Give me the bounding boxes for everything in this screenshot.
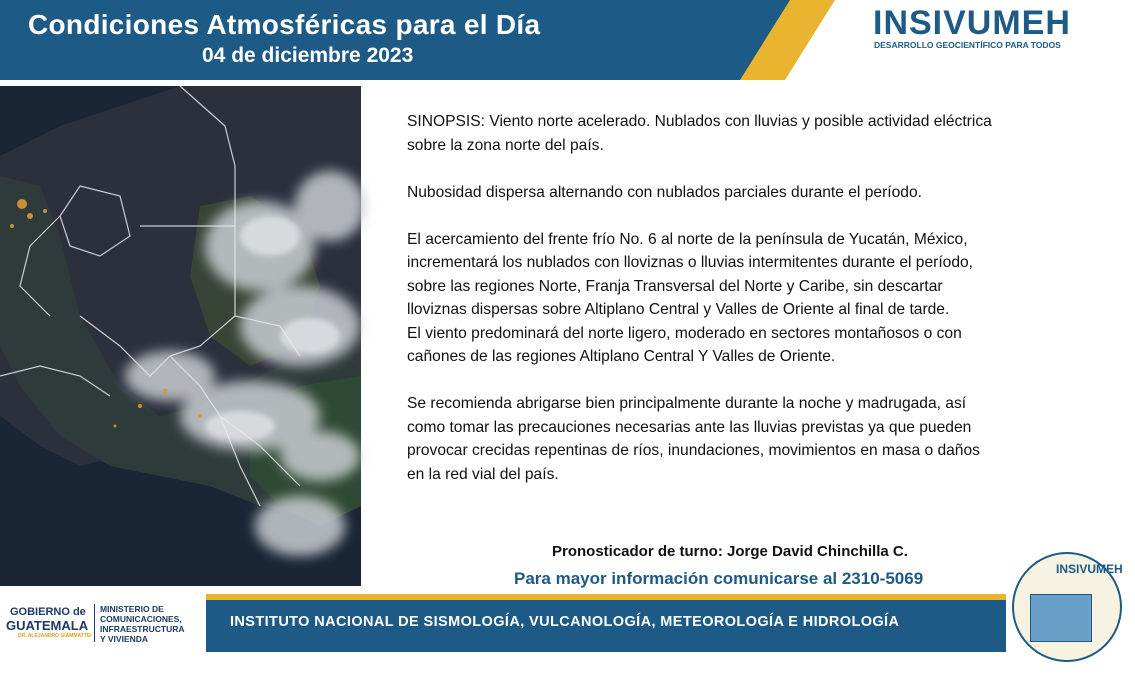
paragraph-2-line-3: sobre las regiones Norte, Franja Transversal del Norte y Caribe, sin descartar	[407, 277, 943, 295]
paragraph-2-line-6: cañones de las regiones Altiplano Central Y Valles de Oriente.	[407, 348, 836, 365]
contact-phone: Para mayor información comunicarse al 2310-5069	[514, 569, 924, 588]
paragraph-2-line-2: incrementará los nublados con lloviznas o lluvias intermitentes durante el período,	[407, 254, 974, 271]
gobierno-line-1: GOBIERNO de	[10, 606, 86, 618]
gobierno-line-3: DR. ALEJANDRO GIAMMATTEI	[18, 633, 92, 639]
paragraph-1-line-1: Nubosidad dispersa alternando con nublados parciales durante el período.	[407, 183, 922, 201]
synopsis-line-2: sobre la zona norte del país.	[407, 136, 604, 154]
paragraph-3-line-1: Se recomienda abrigarse bien principalmente durante la noche y madrugada, así	[407, 395, 967, 412]
seal-text: INSIVUMEH	[1056, 562, 1123, 576]
paragraph-2-line-4: lloviznas dispersas sobre Altiplano Central y Valles de Oriente al final de tarde.	[407, 301, 950, 318]
gobierno-line-2: GUATEMALA	[6, 618, 89, 633]
logo-tagline: DESARROLLO GEOCIENTÍFICO PARA TODOS	[874, 40, 1061, 50]
synopsis-line-1: SINOPSIS: Viento norte acelerado. Nublados con lluvias y posible actividad eléctrica	[407, 113, 992, 130]
ministry-line-1: MINISTERIO DE	[100, 604, 164, 614]
page-title: Condiciones Atmosféricas para el Día	[28, 9, 541, 40]
insivumeh-logo: INSIVUMEH	[873, 4, 1071, 42]
paragraph-2-line-1: El acercamiento del frente frío No. 6 al norte de la península de Yucatán, México,	[407, 230, 968, 248]
paragraph-3-line-4: en la red vial del país.	[407, 465, 559, 483]
satellite-map-icon	[0, 86, 361, 586]
header-banner	[0, 0, 1080, 80]
logo-divider	[94, 604, 95, 642]
satellite-image	[0, 86, 361, 586]
insivumeh-seal-icon	[1012, 552, 1122, 662]
institute-name: INSTITUTO NACIONAL DE SISMOLOGÍA, VULCANOLOGÍA, METEOROLOGÍA E HIDROLOGÍA	[230, 614, 900, 630]
seal-emblem	[1030, 594, 1092, 642]
ministry-line-3: INFRAESTRUCTURA	[100, 624, 185, 634]
ministry-line-2: COMUNICACIONES,	[100, 614, 182, 624]
paragraph-3-line-2: como tomar las precauciones necesarias ante las lluvias previstas ya que pueden	[407, 418, 972, 436]
bulletin-text	[407, 110, 1097, 486]
paragraph-3-line-3: provocar crecidas repentinas de ríos, inundaciones, movimientos en masa o daños	[407, 442, 980, 459]
page-date: 04 de diciembre 2023	[202, 44, 414, 67]
forecaster-name: Pronosticador de turno: Jorge David Chinchilla C.	[552, 543, 908, 560]
ministry-line-4: Y VIVIENDA	[100, 634, 149, 644]
government-logo	[0, 596, 206, 652]
paragraph-2-line-5: El viento predominará del norte ligero, moderado en sectores montañosos o con	[407, 324, 962, 342]
